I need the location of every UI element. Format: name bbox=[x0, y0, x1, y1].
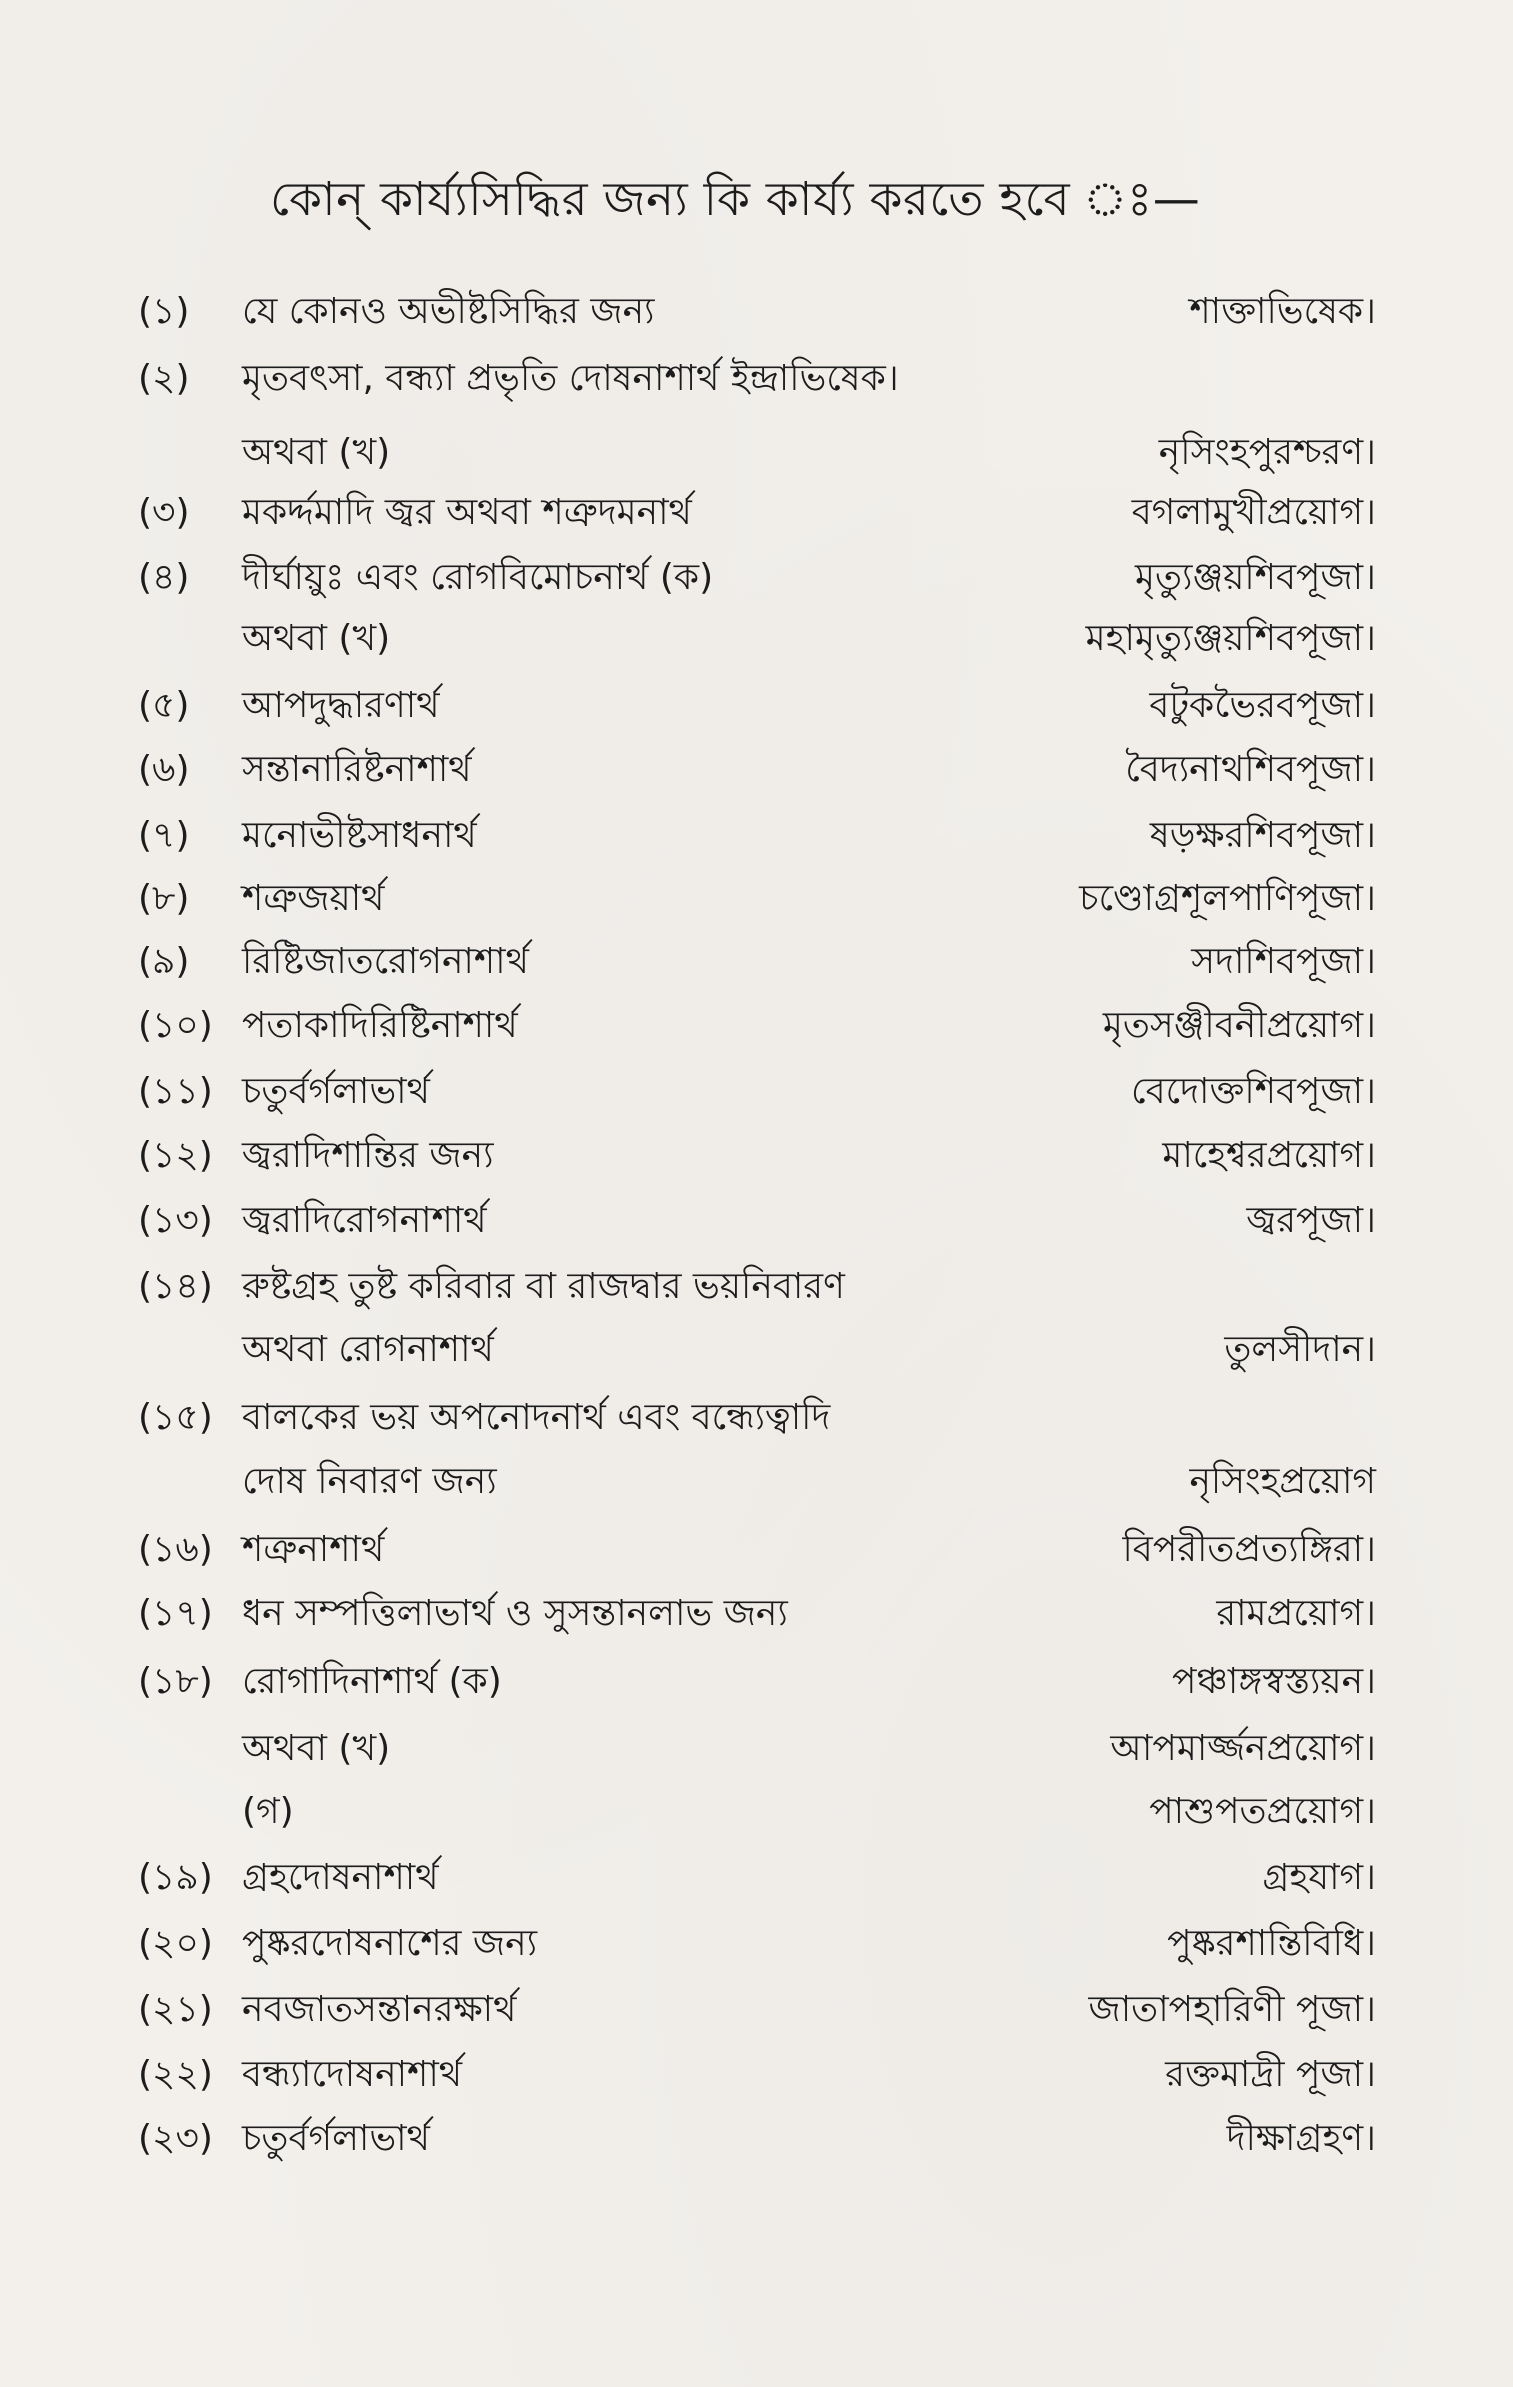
entry-purpose: শত্রুজয়ার্থ bbox=[242, 878, 385, 919]
entry-line bbox=[0, 1980, 1513, 2040]
entry-purpose: মনোভীষ্টসাধনার্থ bbox=[242, 815, 477, 856]
entry-ritual: জাতাপহারিণী পূজা। bbox=[1088, 1989, 1376, 2030]
entry-ritual: দীক্ষাগ্রহণ। bbox=[1226, 2118, 1376, 2159]
entry-ritual: সদাশিবপূজা। bbox=[1191, 941, 1376, 982]
entry-line bbox=[0, 1126, 1513, 1186]
entry-number: (৫) bbox=[138, 685, 190, 726]
entry-ritual: গ্রহযাগ। bbox=[1262, 1857, 1376, 1898]
entry-number: (৮) bbox=[138, 878, 190, 919]
entry-number: (৩) bbox=[138, 492, 190, 533]
entry-ritual: পঞ্চাঙ্গস্বস্ত্যয়ন। bbox=[1171, 1661, 1376, 1702]
entry-purpose: রিষ্টিজাতরোগনাশার্থ bbox=[242, 941, 529, 982]
entry-line bbox=[0, 932, 1513, 992]
entry-number: (২০) bbox=[138, 1923, 213, 1964]
entry-ritual: মৃতসঞ্জীবনীপ্রয়োগ। bbox=[1102, 1005, 1376, 1046]
entry-line bbox=[0, 1719, 1513, 1779]
entry-line bbox=[0, 483, 1513, 543]
entry-purpose: রুষ্টগ্রহ তুষ্ট করিবার বা রাজদ্বার ভয়নিবারণ bbox=[242, 1266, 845, 1307]
entry-line bbox=[0, 349, 1513, 409]
entry-purpose: পতাকাদিরিষ্টিনাশার্থ bbox=[242, 1005, 518, 1046]
entry-line bbox=[0, 2109, 1513, 2169]
entry-line bbox=[0, 869, 1513, 929]
entry-purpose: বন্ধ্যাদোষনাশার্থ bbox=[242, 2054, 463, 2095]
entry-number: (১৪) bbox=[138, 1266, 213, 1307]
entry-line bbox=[0, 996, 1513, 1056]
entry-line bbox=[0, 1062, 1513, 1122]
entry-number: (১১) bbox=[138, 1071, 213, 1112]
entry-ritual: রক্তমাদ্রী পূজা। bbox=[1165, 2054, 1376, 2095]
entry-line bbox=[0, 1584, 1513, 1644]
entry-purpose: জ্বরাদিরোগনাশার্থ bbox=[242, 1200, 487, 1241]
entry-ritual: বটুকভৈরবপূজা। bbox=[1149, 685, 1376, 726]
entry-purpose: নবজাতসন্তানরক্ষার্থ bbox=[242, 1989, 517, 2030]
entry-number: (২২) bbox=[138, 2054, 213, 2095]
entry-ritual: পাশুপতপ্রয়োগ। bbox=[1149, 1791, 1376, 1832]
entry-number: (২১) bbox=[138, 1989, 213, 2030]
entry-number: (১৯) bbox=[138, 1857, 213, 1898]
entry-ritual: নৃসিংহপুরশ্চরণ। bbox=[1158, 432, 1376, 473]
entry-line bbox=[0, 676, 1513, 736]
entry-line bbox=[0, 1848, 1513, 1908]
entry-number: (২) bbox=[138, 358, 190, 399]
entry-line bbox=[0, 2045, 1513, 2105]
entry-purpose: দোষ নিবারণ জন্য bbox=[242, 1461, 497, 1502]
entry-purpose: মকর্দ্দমাদি জ্বর অথবা শত্রুদমনার্থ bbox=[242, 492, 692, 533]
entry-purpose: ধন সম্পত্তিলাভার্থ ও সুসন্তানলাভ জন্য bbox=[242, 1593, 788, 1634]
entry-purpose: মৃতবৎসা, বন্ধ্যা প্রভৃতি দোষনাশার্থ ইন্দ্রাভিষেক। bbox=[242, 358, 899, 399]
entry-purpose: অথবা রোগনাশার্থ bbox=[242, 1329, 494, 1370]
entry-purpose: (গ) bbox=[242, 1791, 294, 1832]
entry-purpose: চতুর্বর্গলাভার্থ bbox=[242, 1071, 430, 1112]
entry-line bbox=[0, 548, 1513, 608]
entry-purpose: সন্তানারিষ্টনাশার্থ bbox=[242, 749, 472, 790]
page-heading: কোন্ কার্য্যসিদ্ধির জন্য কি কার্য্য করতে হবে ঃ— bbox=[270, 172, 1201, 227]
entry-number: (১০) bbox=[138, 1005, 213, 1046]
entry-purpose: আপদুদ্ধারণার্থ bbox=[242, 685, 440, 726]
entry-number: (৬) bbox=[138, 749, 190, 790]
entry-number: (২৩) bbox=[138, 2118, 213, 2159]
entry-line bbox=[0, 1652, 1513, 1712]
entry-purpose: অথবা (খ) bbox=[242, 1728, 391, 1769]
entry-line bbox=[0, 1191, 1513, 1251]
entry-number: (১৫) bbox=[138, 1397, 213, 1438]
entry-ritual: বিপরীতপ্রত্যঙ্গিরা। bbox=[1122, 1529, 1376, 1570]
entry-number: (১৩) bbox=[138, 1200, 213, 1241]
entry-number: (১৮) bbox=[138, 1661, 213, 1702]
entry-purpose: দীর্ঘায়ুঃ এবং রোগবিমোচনার্থ (ক) bbox=[242, 557, 714, 598]
entry-ritual: মৃত্যুঞ্জয়শিবপূজা। bbox=[1135, 557, 1376, 598]
entry-number: (৯) bbox=[138, 941, 190, 982]
entry-purpose: পুষ্করদোষনাশের জন্য bbox=[242, 1923, 538, 1964]
entry-purpose: জ্বরাদিশান্তির জন্য bbox=[242, 1135, 494, 1176]
entry-purpose: অথবা (খ) bbox=[242, 432, 391, 473]
entry-line bbox=[0, 609, 1513, 669]
entry-ritual: তুলসীদান। bbox=[1224, 1329, 1376, 1370]
entry-ritual: আপমার্জ্জনপ্রয়োগ। bbox=[1110, 1728, 1376, 1769]
entry-line bbox=[0, 1257, 1513, 1317]
entry-purpose: গ্রহদোষনাশার্থ bbox=[242, 1857, 439, 1898]
entry-ritual: শাক্তাভিষেক। bbox=[1189, 291, 1376, 332]
entry-ritual: বৈদ্যনাথশিবপূজা। bbox=[1125, 749, 1376, 790]
entry-line bbox=[0, 1914, 1513, 1974]
entry-ritual: নৃসিংহপ্রয়োগ bbox=[1189, 1461, 1376, 1502]
entry-line bbox=[0, 1320, 1513, 1380]
entry-purpose: যে কোনও অভীষ্টসিদ্ধির জন্য bbox=[242, 291, 655, 332]
entry-line bbox=[0, 282, 1513, 342]
entry-number: (১) bbox=[138, 291, 190, 332]
entry-ritual: চণ্ডোগ্রশূলপাণিপূজা। bbox=[1079, 878, 1376, 919]
entry-purpose: শত্রুনাশার্থ bbox=[242, 1529, 385, 1570]
entry-ritual: ষড়ক্ষরশিবপূজা। bbox=[1149, 815, 1376, 856]
entry-ritual: বেদোক্তশিবপূজা। bbox=[1130, 1071, 1376, 1112]
entry-line bbox=[0, 1388, 1513, 1448]
entry-number: (১৬) bbox=[138, 1529, 213, 1570]
entry-ritual: মহামৃত্যুঞ্জয়শিবপূজা। bbox=[1085, 618, 1376, 659]
entry-number: (১৭) bbox=[138, 1593, 213, 1634]
entry-purpose: বালকের ভয় অপনোদনার্থ এবং বন্ধ্যেত্বাদি bbox=[242, 1397, 831, 1438]
entry-ritual: জ্বরপূজা। bbox=[1246, 1200, 1376, 1241]
entry-number: (৭) bbox=[138, 815, 190, 856]
entry-line bbox=[0, 1452, 1513, 1512]
entry-number: (১২) bbox=[138, 1135, 213, 1176]
entry-ritual: মাহেশ্বরপ্রয়োগ। bbox=[1162, 1135, 1376, 1176]
entry-ritual: রামপ্রয়োগ। bbox=[1216, 1593, 1376, 1634]
entry-purpose: রোগাদিনাশার্থ (ক) bbox=[242, 1661, 502, 1702]
entry-line bbox=[0, 1782, 1513, 1842]
entry-number: (৪) bbox=[138, 557, 190, 598]
entry-purpose: অথবা (খ) bbox=[242, 618, 391, 659]
entry-purpose: চতুর্বর্গলাভার্থ bbox=[242, 2118, 430, 2159]
entry-line bbox=[0, 1520, 1513, 1580]
entry-line bbox=[0, 806, 1513, 866]
entry-line bbox=[0, 423, 1513, 483]
entry-ritual: পুষ্করশান্তিবিধি। bbox=[1167, 1923, 1376, 1964]
entry-line bbox=[0, 740, 1513, 800]
entry-ritual: বগলামুখীপ্রয়োগ। bbox=[1131, 492, 1376, 533]
